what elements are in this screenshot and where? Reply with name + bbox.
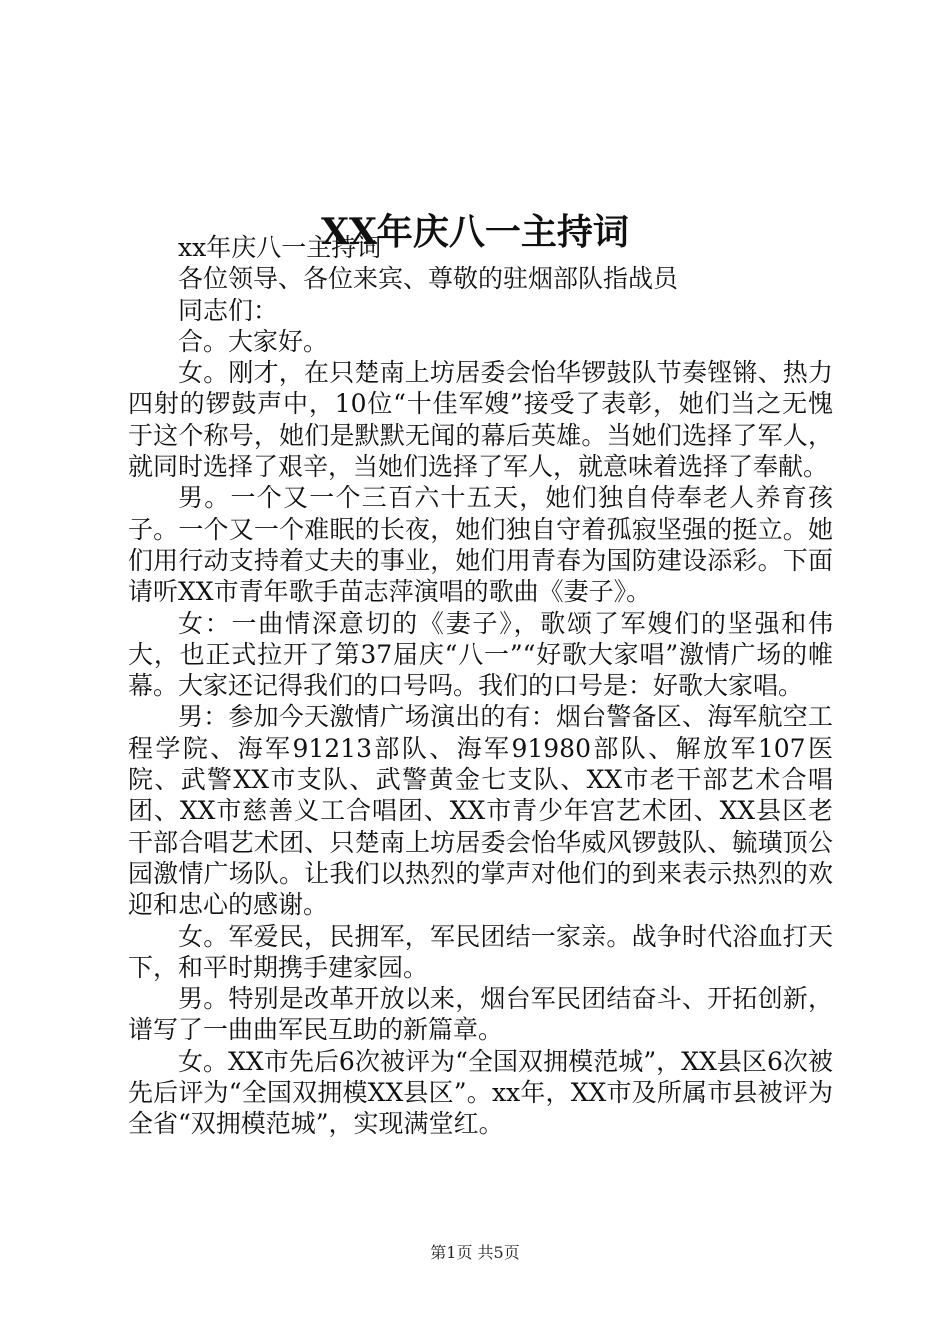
paragraph: xx年庆八一主持词	[178, 233, 382, 262]
paragraph: 女。刚才，在只楚南上坊居委会怡华锣鼓队节奏铿锵、热力四射的锣鼓声中，10位“十佳军嫂”接受了表彰，她们当之无愧于这个称号，她们是默默无闻的幕后英雄。当她们选择了军人，就同时选择了艰辛，当她们选择了军人，就意味着选择了奉献。	[128, 358, 833, 482]
document-body	[128, 232, 833, 1140]
paragraph: 女。军爱民，民拥军，军民团结一家亲。战争时代浴血打天下，和平时期携手建家园。	[128, 921, 833, 982]
paragraph: 女。XX市先后6次被评为“全国双拥模范城”，XX县区6次被先后评为“全国双拥模XX县区”。xx年，XX市及所属市县被评为全省“双拥模范城”，实现满堂红。	[128, 1046, 833, 1139]
paragraph: 男。一个又一个三百六十五天，她们独自侍奉老人养育孩子。一个又一个难眠的长夜，她们独自守着孤寂坚强的挺立。她们用行动支持着丈夫的事业，她们用青春为国防建设添彩。下面请听XX市青年歌手苗志萍演唱的歌曲《妻子》。	[128, 483, 833, 607]
paragraph: 各位领导、各位来宾、尊敬的驻烟部队指战员	[178, 264, 679, 294]
document-title: XX年庆八一主持词	[321, 211, 629, 254]
paragraph: 男：参加今天激情广场演出的有：烟台警备区、海军航空工程学院、海军91213部队、海军91980部队、解放军107医院、武警XX市支队、武警黄金七支队、XX市老干部艺术合唱团、XX市慈善义工合唱团、XX市青少年宫艺术团、XX县区老干部合唱艺术团、只楚南上坊居委会怡华威风锣鼓队、毓璜顶公园激情广场队。让我们以热烈的掌声对他们的到来表示热烈的欢迎和忠心的感谢。	[128, 702, 833, 920]
paragraph: 女：一曲情深意切的《妻子》，歌颂了军嫂们的坚强和伟大，也正式拉开了第37届庆“八一”“好歌大家唱”激情广场的帷幕。大家还记得我们的口号吗。我们的口号是：好歌大家唱。	[128, 608, 833, 701]
paragraph: 男。特别是改革开放以来，烟台军民团结奋斗、开拓创新，谱写了一曲曲军民互助的新篇章。	[128, 984, 833, 1045]
page-number-footer: 第1页 共5页	[430, 1243, 520, 1262]
paragraph: 同志们：	[178, 295, 279, 325]
paragraph: 合。大家好。	[178, 326, 329, 356]
